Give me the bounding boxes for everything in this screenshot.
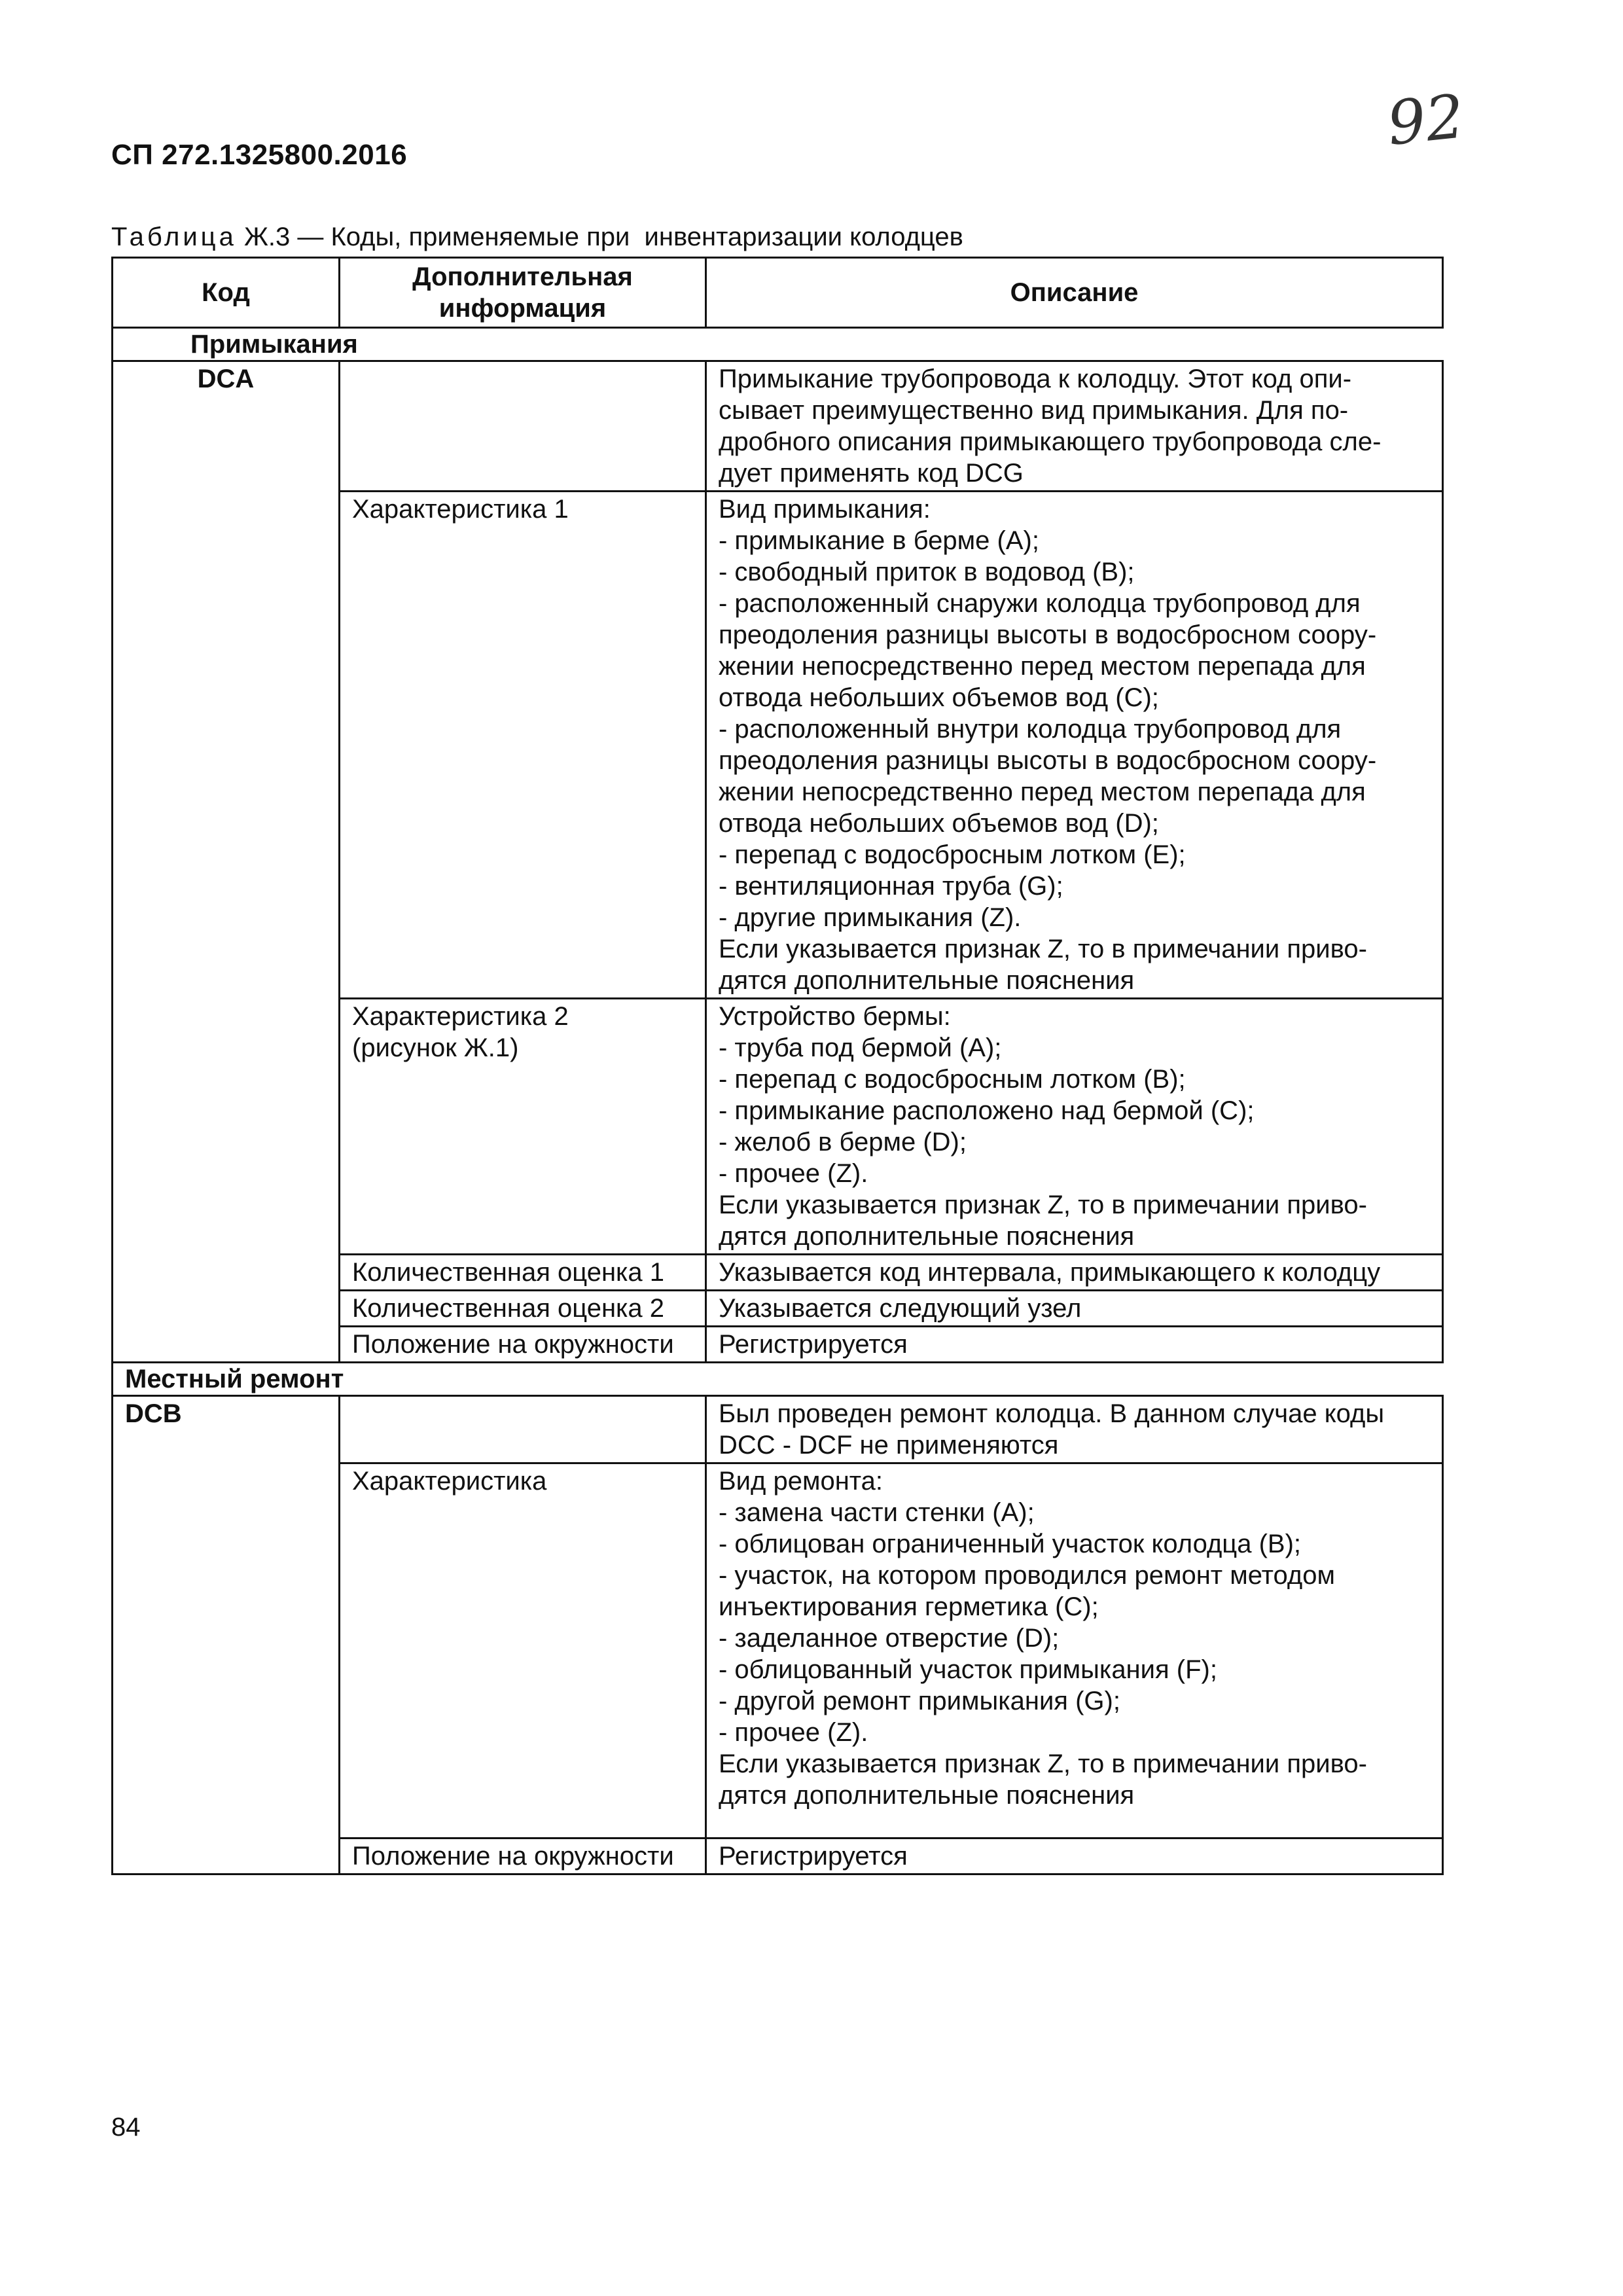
table-row-dcb-main — [113, 1396, 1443, 1463]
info-char2-line2: (рисунок Ж.1) — [352, 1033, 519, 1062]
description-line: Если указывается признак Z, то в примечании приво- — [719, 935, 1367, 963]
description-line: жении непосредственно перед местом перепада для — [719, 652, 1366, 681]
page-number: 84 — [111, 2113, 141, 2142]
description-line: - свободный приток в водовод (В); — [719, 558, 1135, 586]
column-header-code: Код — [113, 258, 340, 328]
desc-cell-dca-position: Регистрируется — [706, 1327, 1443, 1363]
description-line: - примыкание в берме (А); — [719, 526, 1039, 555]
section-row-local-repair — [113, 1363, 1443, 1396]
description-line: Был проведен ремонт колодца. В данном случае коды — [719, 1399, 1385, 1428]
description-line: - прочее (Z). — [719, 1159, 868, 1188]
description-line: - примыкание расположено над бермой (С); — [719, 1096, 1255, 1125]
description-line: Если указывается признак Z, то в примечании приво- — [719, 1191, 1367, 1219]
column-header-description: Описание — [706, 258, 1443, 328]
info-cell-position: Положение на окружности — [340, 1327, 706, 1363]
desc-cell-dcb-main — [706, 1396, 1443, 1463]
description-line: отвода небольших объемов вод (D); — [719, 809, 1159, 838]
description-line: Вид примыкания: — [719, 495, 931, 524]
description-line: - перепад с водосбросным лотком (В); — [719, 1065, 1186, 1094]
column-header-additional-info: Дополнительная информация — [340, 258, 706, 328]
description-line: - прочее (Z). — [719, 1718, 868, 1747]
info-cell-characteristic: Характеристика — [340, 1463, 706, 1839]
handwritten-page-number: 92 — [1383, 81, 1468, 159]
description-line: DCC - DCF не применяются — [719, 1431, 1059, 1460]
desc-cell-dca-char2 — [706, 999, 1443, 1255]
description-line: дятся дополнительные пояснения — [719, 1222, 1135, 1251]
info-cell-q2: Количественная оценка 2 — [340, 1291, 706, 1327]
table-caption-text: Ж.3 — Коды, применяемые при инвентаризации колодцев — [236, 223, 963, 251]
info-cell-position: Положение на окружности — [340, 1839, 706, 1874]
table-caption-label: Таблица — [111, 223, 237, 251]
document-code: СП 272.1325800.2016 — [111, 139, 408, 171]
codes-table — [111, 257, 1444, 1875]
description-line: - участок, на котором проводился ремонт методом — [719, 1561, 1335, 1590]
desc-cell-dca-q2: Указывается следующий узел — [706, 1291, 1443, 1327]
section-title-local-repair: Местный ремонт — [113, 1363, 1443, 1396]
desc-cell-dcb-position: Регистрируется — [706, 1839, 1443, 1874]
description-line: - труба под бермой (А); — [719, 1033, 1002, 1062]
table-row-dca-main — [113, 361, 1443, 492]
description-line: Примыкание трубопровода к колодцу. Этот код опи- — [719, 365, 1352, 393]
description-line: - желоб в берме (D); — [719, 1128, 967, 1157]
desc-cell-dca-main — [706, 361, 1443, 492]
codes-table-container — [111, 257, 1442, 1875]
description-line: - другой ремонт примыкания (G); — [719, 1687, 1120, 1715]
description-line: - перепад с водосбросным лотком (Е); — [719, 840, 1186, 869]
description-line: Если указывается признак Z, то в примечании приво- — [719, 1749, 1367, 1778]
info-cell-char2 — [340, 999, 706, 1255]
description-line: дует применять код DCG — [719, 459, 1024, 488]
description-line: - облицован ограниченный участок колодца (В); — [719, 1530, 1301, 1558]
description-line: преодоления разницы высоты в водосбросном соору- — [719, 620, 1377, 649]
description-line: - замена части стенки (А); — [719, 1498, 1035, 1527]
description-line: дятся дополнительные пояснения — [719, 1781, 1135, 1810]
description-line: сывает преимущественно вид примыкания. Для по- — [719, 396, 1349, 425]
table-caption — [111, 223, 963, 252]
desc-cell-dcb-char — [706, 1463, 1443, 1839]
info-char2-line1: Характеристика 2 — [352, 1002, 569, 1031]
description-line: - вентиляционная труба (G); — [719, 872, 1063, 901]
description-line: преодоления разницы высоты в водосбросном соору- — [719, 746, 1377, 775]
description-line: Вид ремонта: — [719, 1467, 883, 1496]
info-cell-char1: Характеристика 1 — [340, 492, 706, 999]
description-line: - другие примыкания (Z). — [719, 903, 1022, 932]
info-cell-empty — [340, 1396, 706, 1463]
description-line: дятся дополнительные пояснения — [719, 966, 1135, 995]
code-cell-dcb: DCB — [113, 1396, 340, 1874]
description-line: Устройство бермы: — [719, 1002, 951, 1031]
table-header-row — [113, 258, 1443, 328]
section-title-adjoining: Примыкания — [113, 328, 1443, 361]
description-line: отвода небольших объемов вод (С); — [719, 683, 1159, 712]
info-cell-empty — [340, 361, 706, 492]
info-cell-q1: Количественная оценка 1 — [340, 1255, 706, 1291]
description-line: инъектирования герметика (С); — [719, 1592, 1099, 1621]
description-line: - заделанное отверстие (D); — [719, 1624, 1060, 1653]
description-line: - облицованный участок примыкания (F); — [719, 1655, 1217, 1684]
description-line: дробного описания примыкающего трубопровода сле- — [719, 427, 1382, 456]
description-line: - расположенный снаружи колодца трубопровод для — [719, 589, 1361, 618]
code-cell-dca: DCA — [113, 361, 340, 1363]
description-line: - расположенный внутри колодца трубопровод для — [719, 715, 1342, 744]
desc-cell-dca-q1: Указывается код интервала, примыкающего к колодцу — [706, 1255, 1443, 1291]
section-row-adjoining — [113, 328, 1443, 361]
description-line: жении непосредственно перед местом перепада для — [719, 778, 1366, 806]
desc-cell-dca-char1 — [706, 492, 1443, 999]
